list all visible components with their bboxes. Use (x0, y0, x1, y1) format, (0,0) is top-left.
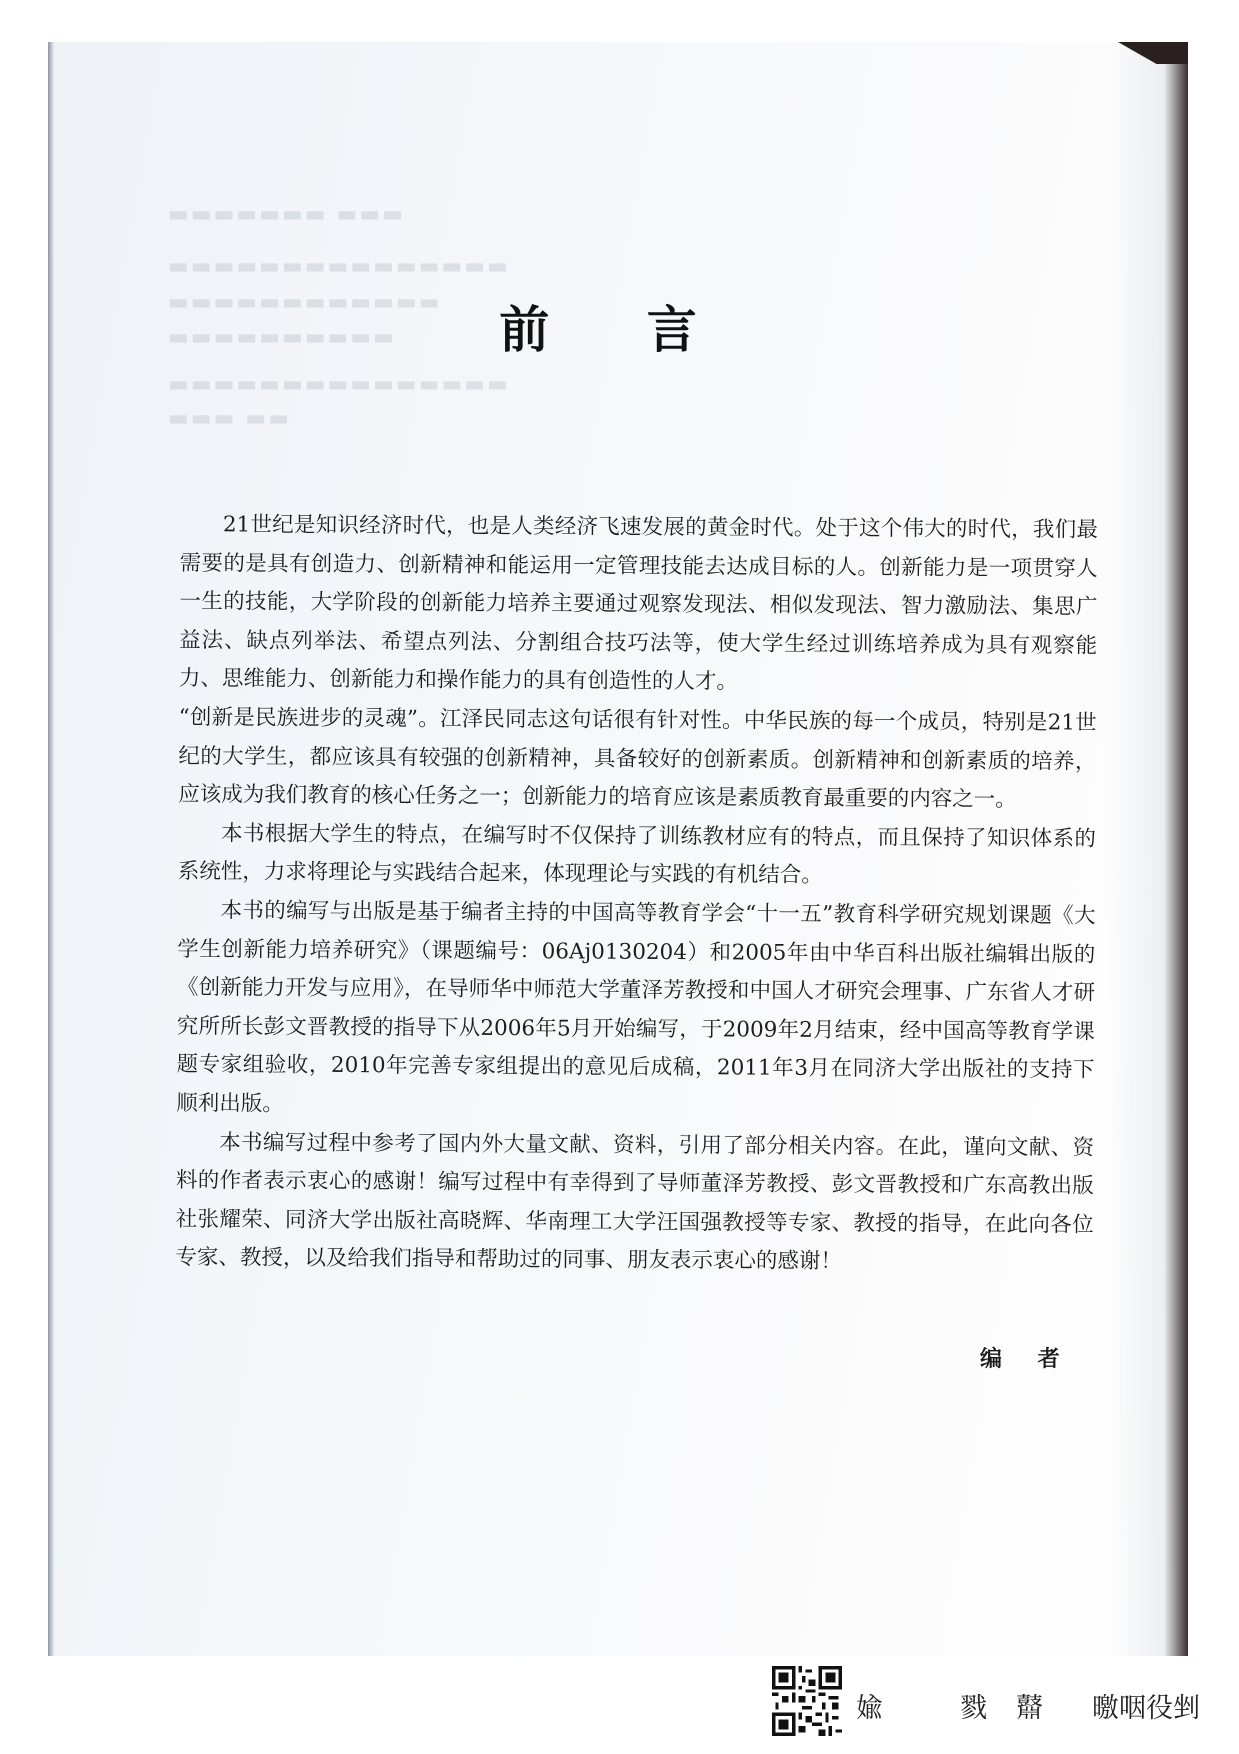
bleed-through: ▬▬▬▬▬▬▬▬▬▬▬▬▬▬▬ (166, 254, 508, 279)
bleed-through: ▬▬▬▬▬▬▬▬▬▬▬▬▬▬▬ (166, 372, 508, 397)
watermark-text: 戮 (960, 1693, 987, 1724)
paragraph: 本书的编写与出版是基于编者主持的中国高等教育学会“十一五”教育科学研究规划课题《大学生创新能力培养研究》（课题编号：06Aj0130204）和2005年由中华百科出版社编辑出版的《创新能力开发与应用》，在导师华中师范大学董泽芳教授和中国人才研究会理事、广东省人才研究所所长彭文晋教授的指导下从2006年5月开始编写，于2009年2月结束，经中国高等教育学课题专家组验收，2010年完善专家组提出的意见后成稿，2011年3月在同济大学出版社的支持下顺利出版。 (176, 898, 1096, 1117)
watermark-text: 鼘 (1016, 1693, 1043, 1724)
paragraph: 本书根据大学生的特点，在编写时不仅保持了训练教材应有的特点，而且保持了知识体系的系统性，力求将理论与实践结合起来，体现理论与实践的有机结合。 (177, 821, 1097, 889)
preface-body (175, 506, 1098, 1283)
page-title: 前 言 (499, 301, 737, 359)
paragraph: 21世纪是知识经济时代，也是人类经济飞速发展的黄金时代。处于这个伟大的时代，我们最需要的是具有创造力、创新精神和能运用一定管理技能去达成目标的人。创新能力是一项贯穿人一生的技能，大学阶段的创新能力培养主要通过观察发现法、相似发现法、智力激励法、集思广益法、缺点列举法、希望点列法、分割组合技巧法等，使大学生经过训练培养成为具有观察能力、思维能力、创新能力和操作能力的具有创造性的人才。 (178, 512, 1098, 695)
scan-shadow (1108, 42, 1188, 1656)
watermark-text: 曒咽役剉 (1092, 1693, 1200, 1724)
watermark-text: 婾 (856, 1693, 883, 1724)
bleed-through: ▬▬▬ ▬▬▬▬▬▬▬ (166, 202, 403, 227)
page-edge (48, 42, 54, 1656)
bleed-through: ▬▬▬▬▬▬▬▬▬▬▬▬ (166, 290, 440, 315)
qr-code-icon (772, 1666, 842, 1736)
paragraph: “创新是民族进步的灵魂”。江泽民同志这句话很有针对性。中华民族的每一个成员，特别是21世纪的大学生，都应该具有较强的创新精神，具备较好的创新素质。创新精神和创新素质的培养，应该成为我们教育的核心任务之一；创新能力的培育应该是素质教育最重要的内容之一。 (178, 704, 1097, 813)
scanned-page (48, 42, 1188, 1656)
bleed-through: ▬▬▬▬▬▬▬▬▬▬ (166, 325, 394, 350)
paragraph: 本书编写过程中参考了国内外大量文献、资料，引用了部分相关内容。在此，谨向文献、资料的作者表示衷心的感谢！编写过程中有幸得到了导师董泽芳教授、彭文晋教授和广东高教出版社张耀荣、同济大学出版社高晓辉、华南理工大学汪国强教授等专家、教授的指导，在此向各位专家、教授，以及给我们指导和帮助过的同事、朋友表示衷心的感谢！ (175, 1129, 1095, 1275)
footer (772, 1666, 1212, 1732)
signature: 编 者 (980, 1346, 1074, 1372)
bleed-through: ▬▬ ▬▬▬ (166, 406, 289, 431)
